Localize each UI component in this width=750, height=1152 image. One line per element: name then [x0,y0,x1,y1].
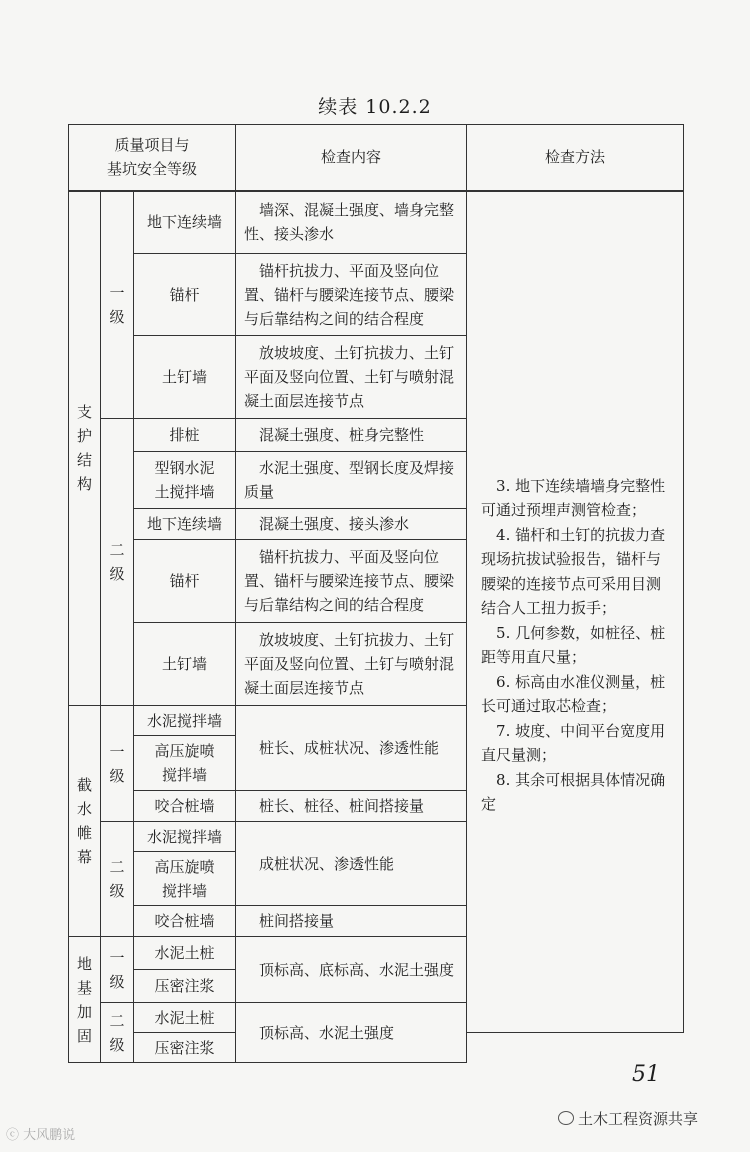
table-title: 续表 10.2.2 [318,96,432,118]
item-cell: 锚杆 [134,254,236,336]
item-cell: 水泥土桩 [134,937,236,970]
item-cell: 咬合桩墙 [134,791,236,822]
content-cell: 锚杆抗拔力、平面及竖向位置、锚杆与腰梁连接节点、腰梁与后靠结构之间的结合程度 [236,540,467,623]
content-cell: 放坡坡度、土钉抗拔力、土钉平面及竖向位置、土钉与喷射混凝土面层连接节点 [236,623,467,706]
level-2-label: 二 级 [101,419,134,706]
header-col1-line2: 基坑安全等级 [107,160,198,179]
header-quality-item [69,125,236,191]
logo-icon: ⓒ [6,1128,20,1143]
item-cell: 水泥搅拌墙 [134,706,236,736]
level-2-label: 二 级 [101,1003,134,1063]
check-method-cell [467,191,684,1033]
item-cell: 地下连续墙 [134,509,236,540]
item-cell: 咬合桩墙 [134,906,236,937]
inspection-table [68,124,684,1063]
wechat-icon [558,1111,574,1125]
group-ground-reinforcement: 地 基 加 固 [69,937,101,1063]
item-cell: 排桩 [134,419,236,452]
item-cell: 高压旋喷 搅拌墙 [134,736,236,791]
content-cell: 锚杆抗拔力、平面及竖向位置、锚杆与腰梁连接节点、腰梁与后靠结构之间的结合程度 [236,254,467,336]
page-number: 51 [632,1062,660,1087]
group-support-structure: 支 护 结 构 [69,191,101,706]
header-check-method: 检查方法 [467,125,684,191]
level-1-label: 一 级 [101,706,134,822]
item-cell: 土钉墙 [134,336,236,419]
watermark-right: 土木工程资源共享 [558,1108,698,1129]
item-cell: 型钢水泥 土搅拌墙 [134,452,236,509]
table-header-row [69,125,684,191]
content-cell: 放坡坡度、土钉抗拔力、土钉平面及竖向位置、土钉与喷射混凝土面层连接节点 [236,336,467,419]
content-cell: 桩长、成桩状况、渗透性能 [236,706,467,791]
content-cell: 桩长、桩径、桩间搭接量 [236,791,467,822]
content-cell: 混凝土强度、接头渗水 [236,509,467,540]
method-item: 8. 其余可根据具体情况确定 [481,770,666,813]
level-2-label: 二 级 [101,822,134,937]
content-cell: 顶标高、底标高、水泥土强度 [236,937,467,1003]
item-cell: 压密注浆 [134,1033,236,1063]
item-cell: 锚杆 [134,540,236,623]
header-check-content: 检查内容 [236,125,467,191]
group-cutoff-curtain: 截 水 帷 幕 [69,706,101,937]
level-1-label: 一 级 [101,937,134,1003]
content-cell: 桩间搭接量 [236,906,467,937]
item-cell: 高压旋喷 搅拌墙 [134,852,236,906]
content-cell: 顶标高、水泥土强度 [236,1003,467,1063]
item-cell: 地下连续墙 [134,191,236,254]
method-item: 4. 锚杆和土钉的抗拔力查现场抗拔试验报告，锚杆与腰梁的连接节点可采用目测结合人工扭力扳手； [481,525,666,617]
item-cell: 压密注浆 [134,970,236,1003]
content-cell: 水泥土强度、型钢长度及焊接质量 [236,452,467,509]
item-cell: 水泥搅拌墙 [134,822,236,852]
header-col1-line1: 质量项目与 [114,136,190,155]
method-item: 5. 几何参数，如桩径、桩距等用直尺量； [481,623,666,666]
content-cell: 成桩状况、渗透性能 [236,822,467,906]
content-cell: 墙深、混凝土强度、墙身完整性、接头渗水 [236,191,467,254]
table-row [69,191,684,254]
method-item: 7. 坡度、中间平台宽度用直尺量测； [481,721,666,764]
method-item: 3. 地下连续墙墙身完整性可通过预埋声测管检查； [481,476,666,519]
method-item: 6. 标高由水准仪测量，桩长可通过取芯检查； [481,672,666,715]
level-1-label: 一 级 [101,191,134,419]
content-cell: 混凝土强度、桩身完整性 [236,419,467,452]
item-cell: 水泥土桩 [134,1003,236,1033]
watermark-left: ⓒ 大风鹏说 [6,1128,76,1143]
item-cell: 土钉墙 [134,623,236,706]
